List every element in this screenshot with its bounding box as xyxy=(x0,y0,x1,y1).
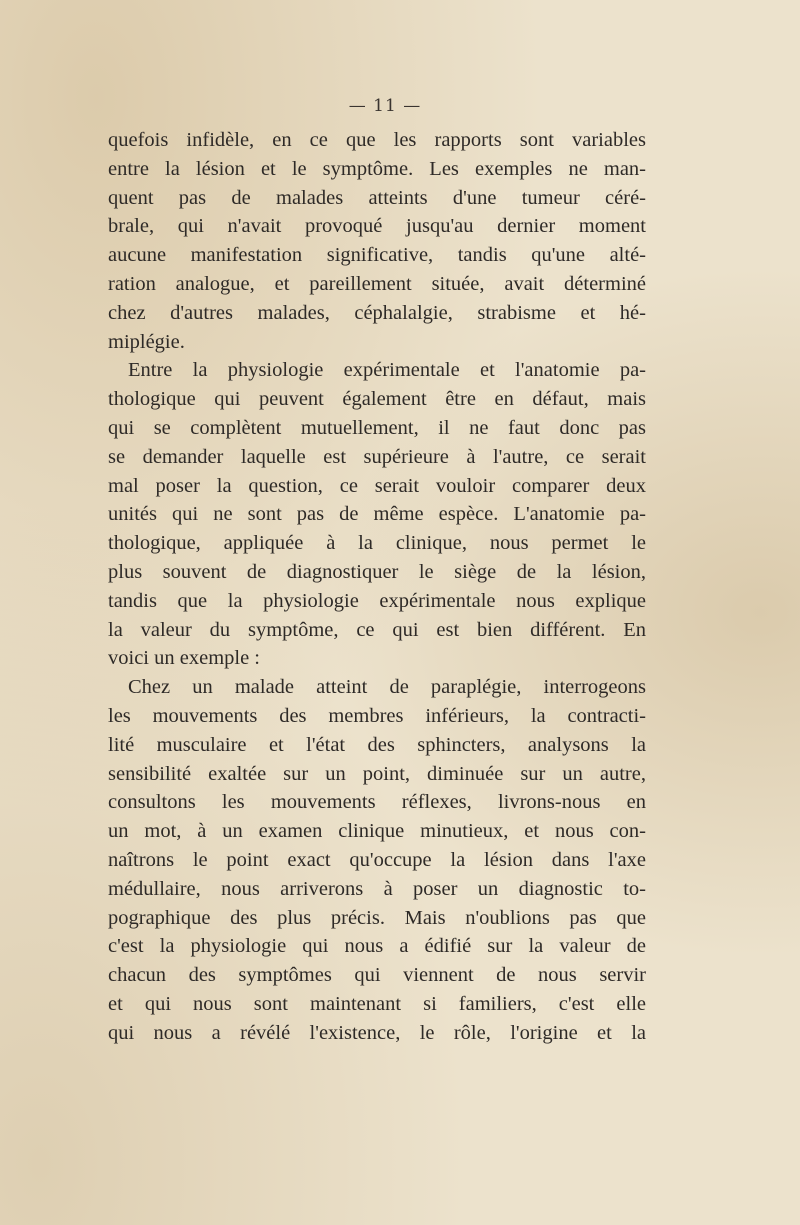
text-line: naîtrons le point exact qu'occupe la lésion dans l'axe xyxy=(108,848,646,871)
text-line: unités qui ne sont pas de même espèce. L'anatomie pa- xyxy=(108,503,646,526)
text-line: se demander laquelle est supérieure à l'autre, ce serait xyxy=(108,445,646,468)
paragraph-1 xyxy=(108,126,646,356)
text-line: qui se complètent mutuellement, il ne faut donc pas xyxy=(108,416,646,439)
text-line: quefois infidèle, en ce que les rapports sont variables xyxy=(108,129,646,151)
text-line: aucune manifestation significative, tandis qu'une alté- xyxy=(108,244,646,267)
text-line: et qui nous sont maintenant si familiers, c'est elle xyxy=(108,992,646,1015)
text-line: mal poser la question, ce serait vouloir comparer deux xyxy=(108,474,646,497)
text-line: chacun des symptômes qui viennent de nous servir xyxy=(108,964,646,987)
paragraph-3 xyxy=(108,673,646,1047)
text-line: chez d'autres malades, céphalalgie, strabisme et hé- xyxy=(108,301,646,324)
body-text xyxy=(108,126,646,1048)
text-line: c'est la physiologie qui nous a édifié sur la valeur de xyxy=(108,935,646,958)
text-line: Chez un malade atteint de paraplégie, interrogeons xyxy=(128,676,646,699)
paragraph-2 xyxy=(108,356,646,673)
text-line: sensibilité exaltée sur un point, diminuée sur un autre, xyxy=(108,762,646,785)
text-line: les mouvements des membres inférieurs, la contracti- xyxy=(108,704,646,727)
text-line: lité musculaire et l'état des sphincters, analysons la xyxy=(108,733,646,756)
text-line: médullaire, nous arriverons à poser un diagnostic to- xyxy=(108,877,646,900)
text-line: ration analogue, et pareillement située, avait déterminé xyxy=(108,272,646,295)
text-line: brale, qui n'avait provoqué jusqu'au dernier moment xyxy=(108,215,646,238)
text-line: quent pas de malades atteints d'une tumeur céré- xyxy=(108,186,646,209)
text-line: pographique des plus précis. Mais n'oublions pas que xyxy=(108,906,646,929)
text-line: un mot, à un examen clinique minutieux, et nous con- xyxy=(108,820,646,843)
text-line: qui nous a révélé l'existence, le rôle, l'origine et la xyxy=(108,1021,646,1044)
text-line: miplégie. xyxy=(108,330,185,353)
text-line: voici un exemple : xyxy=(108,647,260,670)
text-line: entre la lésion et le symptôme. Les exemples ne man- xyxy=(108,157,646,180)
text-line: tandis que la physiologie expérimentale nous explique xyxy=(108,589,646,612)
text-line: consultons les mouvements réflexes, livrons-nous en xyxy=(108,791,646,814)
text-line: Entre la physiologie expérimentale et l'anatomie pa- xyxy=(128,359,646,382)
text-line: la valeur du symptôme, ce qui est bien différent. En xyxy=(108,618,646,641)
page-number: — 11 — xyxy=(348,96,422,116)
text-line: thologique qui peuvent également être en défaut, mais xyxy=(108,388,646,411)
text-line: plus souvent de diagnostiquer le siège de la lésion, xyxy=(108,560,646,583)
text-line: thologique, appliquée à la clinique, nous permet le xyxy=(108,532,646,555)
